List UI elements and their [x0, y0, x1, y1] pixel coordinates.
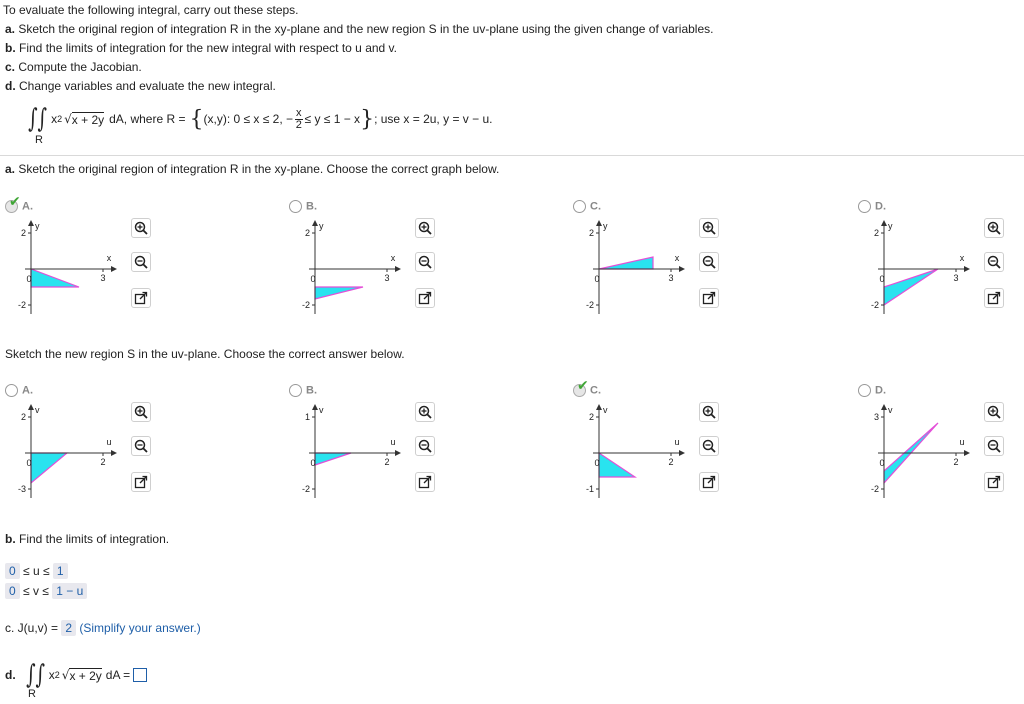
part-a-graph-2	[289, 214, 419, 324]
origin-label: 0	[310, 274, 316, 284]
zoom-in-button[interactable]	[415, 402, 435, 422]
y-tick-label: 2	[588, 412, 594, 422]
part-a2-graph-1	[5, 398, 135, 508]
x-axis-arrow	[395, 450, 401, 456]
region-shape	[315, 453, 351, 465]
popout-icon	[134, 291, 148, 305]
x-axis-arrow	[679, 450, 685, 456]
popout-icon	[418, 475, 432, 489]
x-tick-label: 3	[100, 273, 106, 283]
x-axis-label: u	[390, 437, 396, 447]
y-axis-arrow	[312, 404, 318, 410]
popout-icon	[987, 291, 1001, 305]
option-letter: A.	[22, 384, 33, 397]
region-shape	[599, 453, 635, 477]
zoom-out-icon	[134, 255, 148, 269]
zoom-in-button[interactable]	[131, 218, 151, 238]
correct-check-icon: ✔	[9, 193, 21, 209]
origin-label: 0	[879, 458, 885, 468]
option-letter: A.	[22, 200, 33, 213]
y-tick-label: -2	[585, 300, 594, 310]
zoom-in-button[interactable]	[131, 402, 151, 422]
zoom-out-icon	[418, 439, 432, 453]
part-b-prompt: b. Find the limits of integration.	[5, 532, 170, 546]
y-axis-arrow	[596, 404, 602, 410]
zoom-out-button[interactable]	[984, 252, 1004, 272]
x-axis-label: x	[959, 253, 965, 263]
part-a2-graph-3	[573, 398, 703, 508]
part-a-graph-4	[858, 214, 988, 324]
x-axis-label: x	[390, 253, 396, 263]
answer-input[interactable]	[133, 668, 147, 682]
popout-button[interactable]	[131, 288, 151, 308]
step-a: a. Sketch the original region of integration R in the xy-plane and the new region S in the uv-plane using the given change of variables.	[5, 22, 714, 36]
x-tick-label: 2	[953, 457, 959, 467]
part-a2-prompt: Sketch the new region S in the uv-plane. Choose the correct answer below.	[5, 347, 405, 361]
part-a-option-4[interactable]	[858, 200, 886, 213]
v-lower-answer[interactable]: 0	[5, 583, 20, 599]
x-axis-label: x	[106, 253, 112, 263]
y-tick-label: -2	[301, 484, 310, 494]
x-axis-arrow	[111, 266, 117, 272]
v-limits: 0 ≤ v ≤ 1 − u	[5, 583, 87, 599]
x-tick-label: 2	[668, 457, 674, 467]
origin-label: 0	[26, 274, 32, 284]
radio-button[interactable]	[573, 200, 586, 213]
part-a-option-2[interactable]	[289, 200, 317, 213]
integral-expression: ∫∫ x 2 √ x + 2y dA, where R = { (x,y): 0 ≤ x ≤ 2, − $\frac{x}{2}$ ≤ y ≤ 1 − x } ; use x = 2u, y = v − u.	[28, 104, 493, 134]
origin-label: 0	[310, 458, 316, 468]
popout-button[interactable]	[699, 472, 719, 492]
y-tick-label: 2	[304, 228, 310, 238]
part-a2-option-4[interactable]	[858, 384, 886, 397]
popout-icon	[418, 291, 432, 305]
part-c: c. J(u,v) = 2 (Simplify your answer.)	[5, 621, 201, 635]
part-d-subscript: R	[28, 688, 36, 700]
zoom-in-icon	[702, 221, 716, 235]
zoom-in-button[interactable]	[984, 402, 1004, 422]
y-tick-label: 2	[20, 412, 26, 422]
y-axis-arrow	[312, 220, 318, 226]
zoom-in-icon	[987, 221, 1001, 235]
region-shape	[31, 269, 79, 287]
part-a2-option-2[interactable]	[289, 384, 317, 397]
origin-label: 0	[879, 274, 885, 284]
y-axis-label: y	[319, 221, 324, 231]
radio-button[interactable]	[858, 384, 871, 397]
step-b: b. Find the limits of integration for the new integral with respect to u and v.	[5, 41, 397, 55]
x-tick-label: 3	[953, 273, 959, 283]
zoom-out-button[interactable]	[131, 436, 151, 456]
integral-subscript: R	[35, 134, 43, 146]
zoom-out-icon	[987, 439, 1001, 453]
part-a-prompt: a. Sketch the original region of integration R in the xy-plane. Choose the correct graph below.	[5, 162, 500, 176]
zoom-in-button[interactable]	[984, 218, 1004, 238]
jacobian-answer[interactable]: 2	[61, 620, 76, 636]
x-axis-label: u	[959, 437, 965, 447]
y-axis-label: v	[603, 405, 608, 415]
zoom-in-icon	[134, 405, 148, 419]
origin-label: 0	[26, 458, 32, 468]
y-axis-label: v	[319, 405, 324, 415]
zoom-out-button[interactable]	[131, 252, 151, 272]
option-letter: B.	[306, 200, 317, 213]
radio-button[interactable]	[5, 384, 18, 397]
popout-button[interactable]	[131, 472, 151, 492]
zoom-out-button[interactable]	[984, 436, 1004, 456]
step-c: c. Compute the Jacobian.	[5, 60, 142, 74]
y-axis-arrow	[28, 404, 34, 410]
popout-button[interactable]	[415, 288, 435, 308]
x-axis-label: u	[674, 437, 680, 447]
zoom-in-icon	[134, 221, 148, 235]
radio-button[interactable]	[289, 384, 302, 397]
y-tick-label: -1	[585, 484, 594, 494]
region-shape	[599, 257, 653, 269]
option-letter: D.	[875, 384, 886, 397]
zoom-in-icon	[987, 405, 1001, 419]
x-axis-arrow	[395, 266, 401, 272]
y-tick-label: 2	[588, 228, 594, 238]
x-tick-label: 3	[668, 273, 674, 283]
popout-button[interactable]	[415, 472, 435, 492]
intro-line: To evaluate the following integral, carry out these steps.	[3, 3, 299, 17]
part-a2-graph-4	[858, 398, 988, 508]
radio-button[interactable]	[858, 200, 871, 213]
divider	[0, 155, 1024, 156]
region-shape	[31, 453, 67, 483]
zoom-out-button[interactable]	[415, 252, 435, 272]
y-tick-label: 2	[873, 228, 879, 238]
zoom-in-icon	[418, 405, 432, 419]
part-a2-option-1[interactable]	[5, 384, 33, 397]
y-tick-label: 3	[873, 412, 879, 422]
double-integral-symbol: ∫∫	[25, 660, 45, 690]
y-tick-label: -3	[17, 484, 26, 494]
zoom-out-icon	[418, 255, 432, 269]
origin-label: 0	[594, 274, 600, 284]
popout-icon	[702, 475, 716, 489]
x-axis-arrow	[679, 266, 685, 272]
v-upper-answer[interactable]: 1 − u	[52, 583, 87, 599]
popout-icon	[134, 475, 148, 489]
zoom-out-icon	[702, 255, 716, 269]
y-tick-label: 2	[20, 228, 26, 238]
part-a-option-3[interactable]	[573, 200, 601, 213]
zoom-out-icon	[987, 255, 1001, 269]
popout-button[interactable]	[699, 288, 719, 308]
region-shape	[315, 287, 363, 299]
zoom-out-icon	[702, 439, 716, 453]
option-letter: B.	[306, 384, 317, 397]
part-a2-graph-2	[289, 398, 419, 508]
u-limits: 0 ≤ u ≤ 1	[5, 563, 68, 579]
zoom-in-button[interactable]	[699, 402, 719, 422]
zoom-in-button[interactable]	[415, 218, 435, 238]
y-axis-arrow	[596, 220, 602, 226]
zoom-out-button[interactable]	[699, 252, 719, 272]
zoom-out-button[interactable]	[699, 436, 719, 456]
zoom-in-icon	[702, 405, 716, 419]
y-tick-label: -2	[17, 300, 26, 310]
x-axis-arrow	[964, 450, 970, 456]
y-tick-label: -2	[301, 300, 310, 310]
u-upper-answer[interactable]: 1	[53, 563, 68, 579]
origin-label: 0	[594, 458, 600, 468]
y-axis-arrow	[28, 220, 34, 226]
x-axis-arrow	[964, 266, 970, 272]
correct-check-icon: ✔	[577, 377, 589, 393]
y-axis-arrow	[881, 404, 887, 410]
zoom-out-icon	[134, 439, 148, 453]
radio-button[interactable]	[289, 200, 302, 213]
option-letter: C.	[590, 200, 601, 213]
zoom-in-button[interactable]	[699, 218, 719, 238]
y-axis-arrow	[881, 220, 887, 226]
x-axis-label: u	[106, 437, 112, 447]
u-lower-answer[interactable]: 0	[5, 563, 20, 579]
part-a-graph-1	[5, 214, 135, 324]
y-tick-label: -2	[870, 484, 879, 494]
x-tick-label: 2	[384, 457, 390, 467]
option-letter: D.	[875, 200, 886, 213]
popout-button[interactable]	[984, 288, 1004, 308]
popout-button[interactable]	[984, 472, 1004, 492]
y-axis-label: y	[888, 221, 893, 231]
y-axis-label: v	[35, 405, 40, 415]
part-a-graph-3	[573, 214, 703, 324]
popout-icon	[987, 475, 1001, 489]
option-letter: C.	[590, 384, 601, 397]
zoom-out-button[interactable]	[415, 436, 435, 456]
popout-icon	[702, 291, 716, 305]
region-shape	[884, 269, 938, 305]
double-integral-symbol: ∫∫	[28, 104, 48, 134]
step-d: d. Change variables and evaluate the new integral.	[5, 79, 276, 93]
y-axis-label: y	[603, 221, 608, 231]
x-axis-arrow	[111, 450, 117, 456]
simplify-hint: (Simplify your answer.)	[79, 621, 201, 635]
y-tick-label: 1	[304, 412, 310, 422]
x-tick-label: 2	[100, 457, 106, 467]
zoom-in-icon	[418, 221, 432, 235]
part-d: d. ∫∫ x 2 √ x + 2y dA =	[5, 660, 147, 690]
y-axis-label: v	[888, 405, 893, 415]
x-tick-label: 3	[384, 273, 390, 283]
y-axis-label: y	[35, 221, 40, 231]
x-axis-label: x	[674, 253, 680, 263]
y-tick-label: -2	[870, 300, 879, 310]
